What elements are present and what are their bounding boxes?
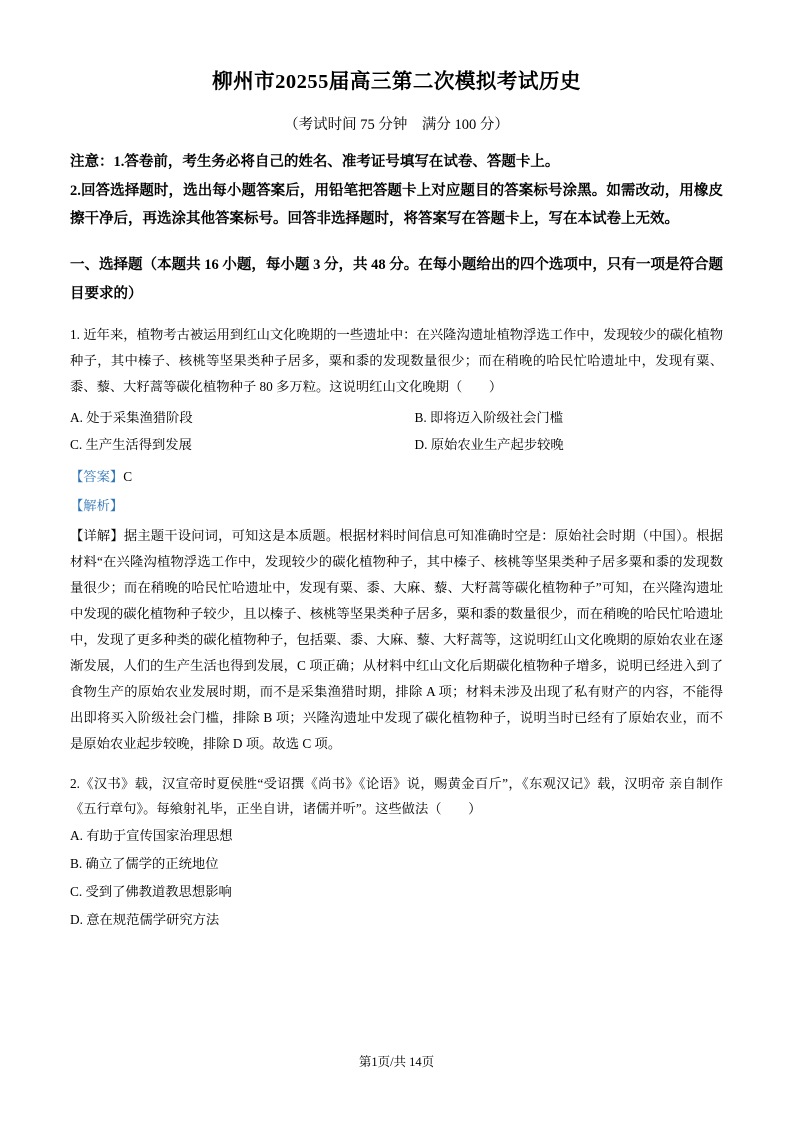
section-heading: 一、选择题（本题共 16 小题，每小题 3 分，共 48 分。在每小题给出的四个选项中，只有一项是符合题目要求的） xyxy=(70,257,723,302)
question-1 xyxy=(70,322,723,757)
question-2-options xyxy=(70,822,723,934)
question-2-stem: 2.《汉书》载，汉宣帝时夏侯胜“受诏撰《尚书》《论语》说，赐黄金百斤”，《东观汉记》载，汉明帝 亲自制作《五行章句》。每飨射礼毕，正坐自讲，诸儒并听”。这些做法（ ） xyxy=(70,775,723,817)
exam-notice xyxy=(70,148,723,233)
question-1-option-c[interactable]: C. 生产生活得到发展 xyxy=(70,436,192,452)
notice-line-1: 注意：1.答卷前，考生务必将自己的姓名、准考证号填写在试卷、答题卡上。 xyxy=(70,154,560,171)
question-2-option-c[interactable]: C. 受到了佛教道教思想影响 xyxy=(70,884,232,900)
question-1-options xyxy=(70,404,723,459)
question-1-answer xyxy=(70,464,723,491)
question-2-option-b[interactable]: B. 确立了儒学的正统地位 xyxy=(70,856,219,872)
question-1-stem: 1. 近年来，植物考古被运用到红山文化晚期的一些遗址中：在兴隆沟遗址植物浮选工作中，发现较少的碳化植物种子，其中榛子、核桃等坚果类种子居多，粟和黍的发现数量很少；而在稍晚的哈民忙哈遗址中，发现有粟、黍、藜、大籽蒿等碳化植物种子 80 多万粒。这说明红山文化晚期（ ） xyxy=(70,326,723,394)
page-footer: 第1页/共 14页 xyxy=(358,1055,435,1069)
question-1-analysis-label: 【解析】 xyxy=(70,497,124,513)
answer-label: 【答案】 xyxy=(70,469,124,485)
page-title: 柳州市20255届高三第二次模拟考试历史 xyxy=(212,71,581,93)
question-2 xyxy=(70,771,723,935)
question-1-option-a[interactable]: A. 处于采集渔猎阶段 xyxy=(70,409,193,425)
answer-value: C xyxy=(123,469,133,485)
exam-subtitle: （考试时间 75 分钟 满分 100 分） xyxy=(284,116,509,133)
question-2-option-a[interactable]: A. 有助于宣传国家治理思想 xyxy=(70,828,233,844)
notice-line-2: 2.回答选择题时，选出每小题答案后，用铅笔把答题卡上对应题目的答案标号涂黑。如需改动，用橡皮擦干净后，再选涂其他答案标号。回答非选择题时，将答案写在答题卡上，写在本试卷上无效。 xyxy=(70,182,723,227)
question-1-option-b[interactable]: B. 即将迈入阶级社会门槛 xyxy=(414,409,563,425)
question-2-option-d[interactable]: D. 意在规范儒学研究方法 xyxy=(70,912,220,928)
question-1-detail: 【详解】据主题干设问词，可知这是本质题。根据材料时间信息可知准确时空是：原始社会时期（中国）。根据材料“在兴隆沟植物浮选工作中，发现较少的碳化植物种子，其中榛子、核桃等坚果类种子居多粟和黍的发现数量很少；而在稍晚的哈民忙哈遗址中，发现有粟、黍、大麻、藜、大籽蒿等碳化植物种子”可知，在兴隆沟遗址中发现的碳化植物种子较少，且以榛子、核桃等坚果类种子居多，粟和黍的数量很少，而在稍晚的哈民忙哈遗址中，发现了更多种类的碳化植物种子，包括粟、黍、大麻、藜、大籽蒿等，这说明红山文化晚期的原始农业在逐渐发展，人们的生产生活也得到发展，C 项正确；从材料中红山文化后期碳化植物种子增多，说明已经进入到了食物生产的原始农业发展时期，而不是采集渔猎时期，排除 A 项；材料未涉及出现了私有财产的内容，不能得出即将买入阶级社会门槛，排除 B 项；兴隆沟遗址中发现了碳化植物种子，说明当时已经有了原始农业，而不是原始农业起步较晚，排除 D 项。故选 C 项。 xyxy=(70,528,723,751)
question-1-option-d[interactable]: D. 原始农业生产起步较晚 xyxy=(414,436,564,452)
